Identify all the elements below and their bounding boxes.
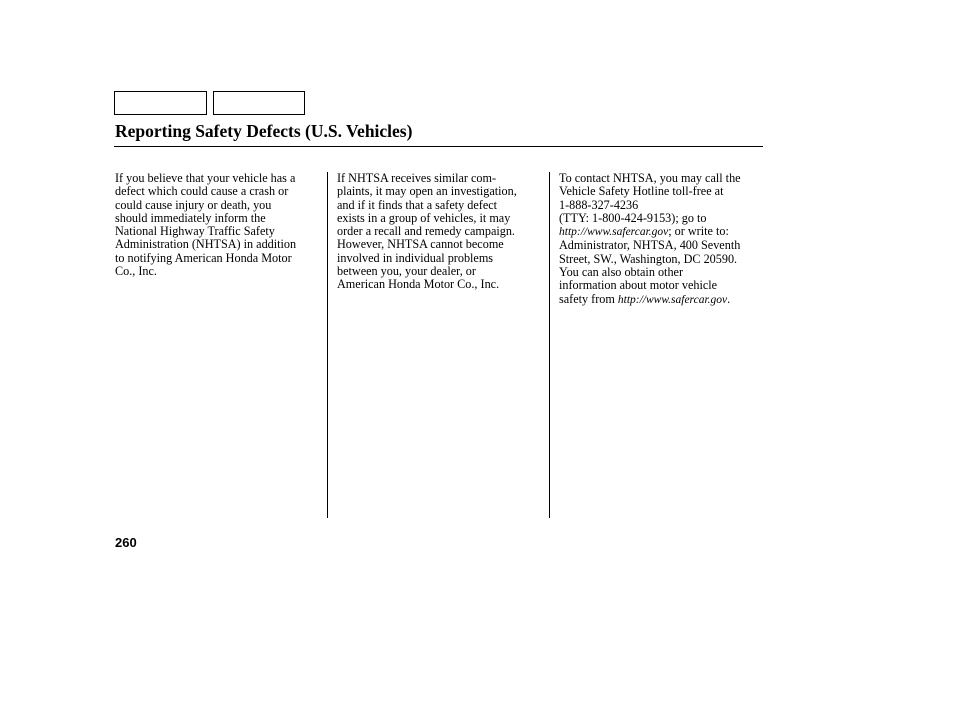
main-menu-tab[interactable] [114, 91, 207, 115]
column-divider-2 [549, 172, 550, 518]
text-line: However, NHTSA cannot become [337, 237, 504, 252]
text-line: exists in a group of vehicles, it may [337, 210, 511, 225]
text-line: involved in individual problems [337, 250, 494, 265]
tty-number: (TTY: 1-800-424-9153); go to [559, 210, 707, 225]
text-line: National Highway Traffic Safety [115, 224, 275, 239]
text-line: plaints, it may open an investigation, [337, 184, 517, 199]
text-line: information about motor vehicle [559, 278, 718, 293]
safercar-link-2[interactable]: http://www.safercar.gov [617, 293, 728, 306]
index-tab[interactable] [213, 91, 305, 115]
title-divider [114, 146, 763, 147]
text-line: Co., Inc. [115, 264, 157, 279]
mailing-address-line: Street, SW., Washington, DC 20590. [559, 251, 738, 266]
hotline-number: 1-888-327-4236 [559, 197, 639, 212]
text-line: If NHTSA receives similar com- [337, 171, 497, 185]
text-line: If you believe that your vehicle has a [115, 171, 296, 185]
text-fragment: safety from [559, 291, 618, 306]
column-3-text [559, 172, 763, 307]
text-line: American Honda Motor Co., Inc. [337, 277, 500, 292]
text-line: could cause injury or death, you [115, 197, 272, 212]
page-number: 260 [115, 535, 137, 550]
text-fragment: ; or write to: [668, 224, 729, 239]
text-line: to notifying American Honda Motor [115, 250, 292, 265]
column-divider-1 [327, 172, 328, 518]
text-line [559, 293, 763, 307]
text-line: order a recall and remedy campaign. [337, 224, 515, 239]
text-line: To contact NHTSA, you may call the [559, 171, 741, 185]
text-fragment: . [727, 291, 731, 306]
text-line: You can also obtain other [559, 265, 684, 280]
text-line [559, 225, 763, 239]
text-line: between you, your dealer, or [337, 264, 476, 279]
safercar-link[interactable]: http://www.safercar.gov [559, 226, 669, 239]
column-2-text [337, 172, 543, 292]
text-line: defect which could cause a crash or [115, 184, 289, 199]
text-line: and if it finds that a safety defect [337, 197, 498, 212]
text-line: should immediately inform the [115, 210, 266, 225]
mailing-address-line: Administrator, NHTSA, 400 Seventh [559, 238, 741, 253]
text-line: Administration (NHTSA) in addition [115, 237, 297, 252]
section-title: Reporting Safety Defects (U.S. Vehicles) [115, 121, 413, 141]
text-line: Vehicle Safety Hotline toll-free at [559, 184, 724, 199]
column-1-text [115, 172, 320, 278]
